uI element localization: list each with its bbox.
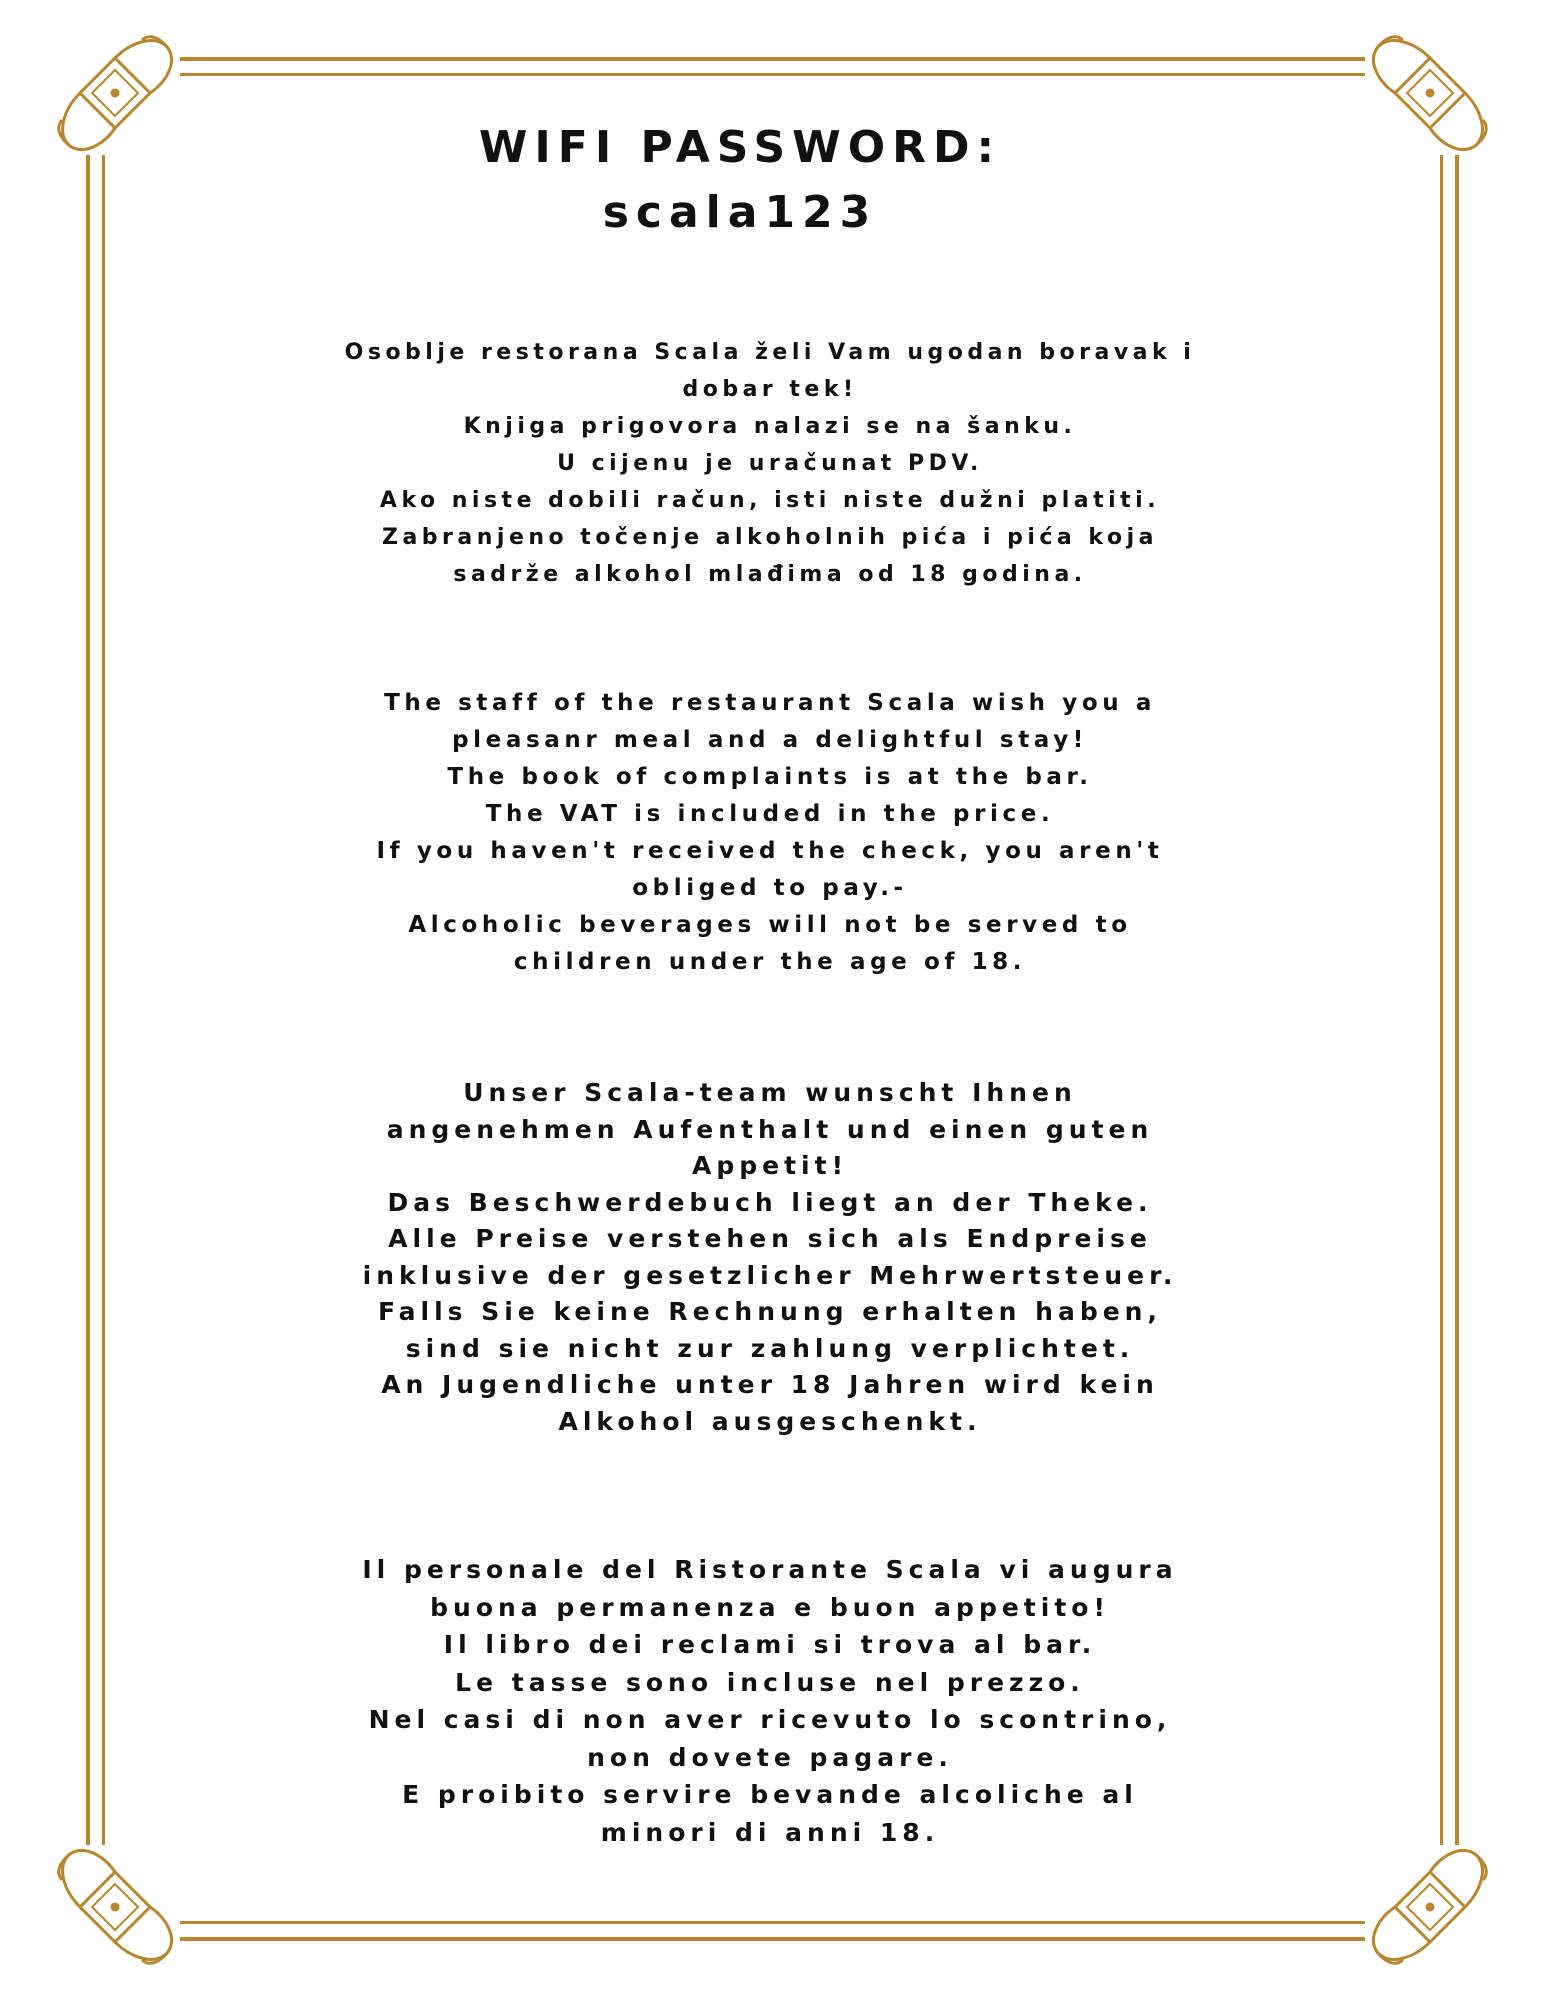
notice-line: sind sie nicht zur zahlung verplichtet. <box>405 1333 1135 1363</box>
corner-ornament-bottom-left-icon <box>50 1842 180 1972</box>
notice-line: Le tasse sono incluse nel prezzo. <box>455 1667 1085 1697</box>
notice-line: E proibito servire bevande alcoliche al <box>402 1780 1138 1809</box>
notice-line: angenehmen Aufenthalt und einen guten <box>386 1114 1154 1144</box>
notice-line: inklusive der gesetzlicher Mehrwertsteuer. <box>362 1260 1178 1290</box>
notice-line: obliged to pay.- <box>632 875 908 901</box>
notice-line: Falls Sie keine Rechnung erhalten haben, <box>378 1297 1162 1326</box>
notice-line: sadrže alkohol mlađima od 18 godina. <box>453 562 1087 587</box>
notice-line: An Jugendliche unter 18 Jahren wird kein <box>381 1370 1159 1399</box>
notice-line: If you haven't received the check, you aren't <box>376 838 1164 864</box>
frame-top-inner-line <box>180 73 1365 76</box>
notice-line: Alcoholic beverages will not be served to <box>408 912 1132 938</box>
notice-line: Zabranjeno točenje alkoholnih pića i pića koja <box>382 525 1158 550</box>
frame-top-outer-line <box>180 57 1365 61</box>
notice-line: Das Beschwerdebuch liegt an der Theke. <box>387 1187 1153 1217</box>
notice-line: The book of complaints is at the bar. <box>447 764 1093 790</box>
notice-line: Ako niste dobili račun, isti niste dužni platiti. <box>379 488 1161 513</box>
notice-line: U cijenu je uračunat PDV. <box>557 451 983 476</box>
notice-line: children under the age of 18. <box>513 949 1027 975</box>
wifi-title: WIFI PASSWORD: <box>478 122 1002 173</box>
wifi-password: scala123 <box>602 187 878 238</box>
notice-croatian <box>290 334 1250 593</box>
corner-ornament-bottom-right-icon <box>1365 1842 1495 1972</box>
notice-line: Nel casi di non aver ricevuto lo scontrino, <box>368 1705 1172 1734</box>
notice-german <box>290 1075 1250 1440</box>
frame-bottom-outer-line <box>180 1937 1365 1941</box>
frame-bottom-inner-line <box>180 1921 1365 1924</box>
corner-ornament-top-left-icon <box>50 28 180 158</box>
notice-line: Appetit! <box>692 1151 848 1180</box>
notice-line: Il libro dei reclami si trova al bar. <box>443 1630 1097 1659</box>
notice-line: Alle Preise verstehen sich als Endpreise <box>388 1224 1152 1253</box>
notice-english <box>290 685 1250 981</box>
notice-line: pleasanr meal and a delightful stay! <box>452 727 1088 753</box>
notice-line: Osoblje restorana Scala želi Vam ugodan boravak i <box>344 340 1196 365</box>
notice-line: buona permanenza e buon appetito! <box>430 1592 1110 1622</box>
notice-line: The VAT is included in the price. <box>485 801 1055 827</box>
notice-line: Knjiga prigovora nalazi se na šanku. <box>463 414 1077 439</box>
frame-right-inner-line <box>1440 155 1443 1845</box>
frame-right-outer-line <box>1455 155 1459 1845</box>
notice-line: Unser Scala-team wunscht Ihnen <box>463 1078 1077 1107</box>
notice-italian <box>290 1551 1250 1851</box>
frame-left-inner-line <box>102 155 105 1845</box>
notice-line: Il personale del Ristorante Scala vi augura <box>362 1555 1178 1584</box>
notice-line: Alkohol ausgeschenkt. <box>558 1406 982 1436</box>
notice-line: non dovete pagare. <box>587 1742 953 1772</box>
notice-line: dobar tek! <box>682 377 858 402</box>
frame-left-outer-line <box>86 155 90 1845</box>
notice-line: minori di anni 18. <box>600 1817 940 1847</box>
corner-ornament-top-right-icon <box>1365 28 1495 158</box>
notice-line: The staff of the restaurant Scala wish you a <box>384 690 1156 716</box>
